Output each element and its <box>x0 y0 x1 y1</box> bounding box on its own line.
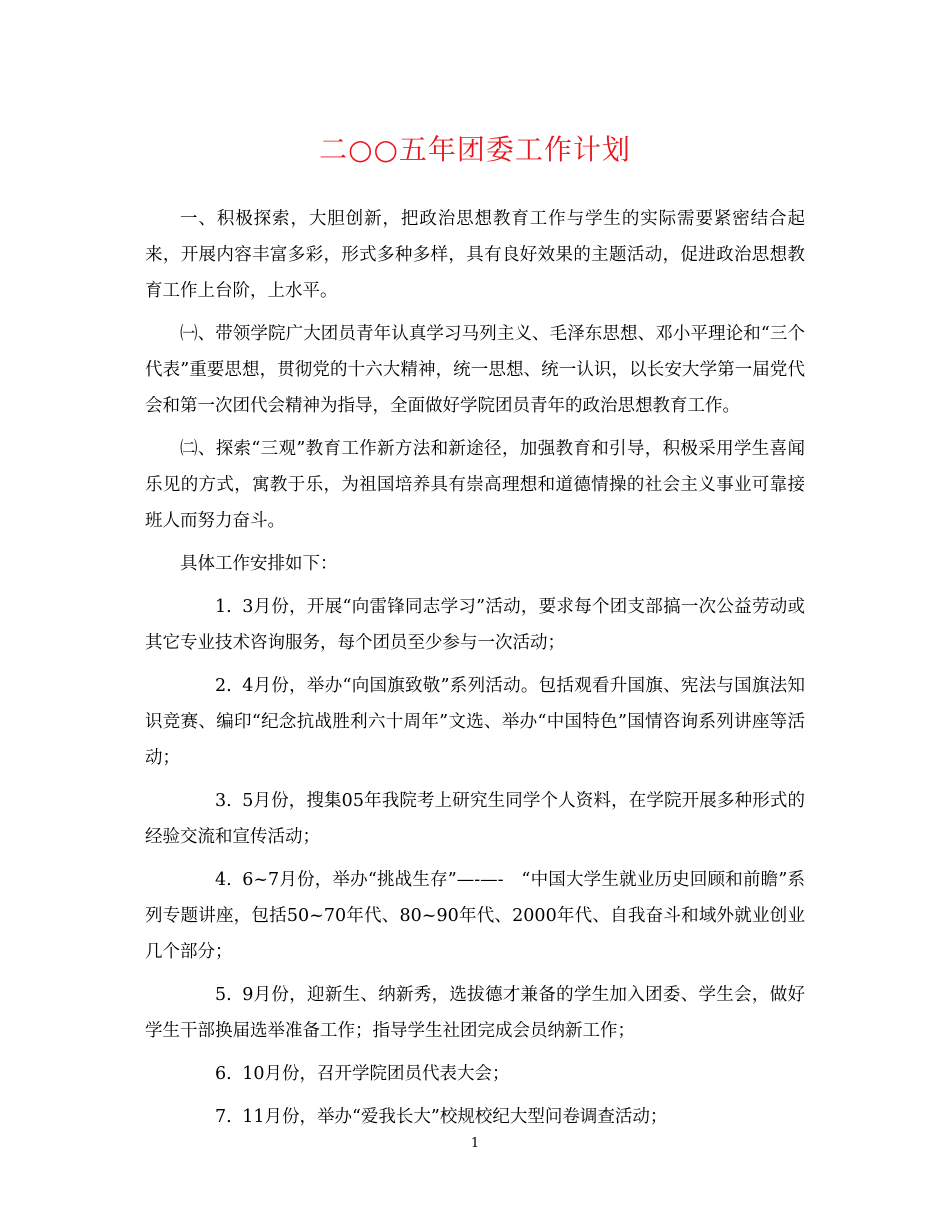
list-item-text: 4月份，举办“向国旗致敬”系列活动。包括观看升国旗、宪法与国旗法知识竞赛、编印“纪念抗战胜利六十周年”文选、举办“中国特色”国情咨询系列讲座等活动； <box>145 676 805 768</box>
item-number: 1. <box>215 597 232 617</box>
paragraph <box>145 431 805 539</box>
list-item <box>145 1056 805 1092</box>
page-number: 1 <box>470 1136 480 1151</box>
item-number: 6. <box>215 1064 232 1084</box>
item-number: 3. <box>215 791 232 811</box>
list-item-text: 5月份，搜集05年我院考上研究生同学个人资料，在学院开展多种形式的经验交流和宣传活动； <box>145 791 805 847</box>
list-item <box>145 977 805 1049</box>
paragraph-text: ㈡、探索“三观”教育工作新方法和新途径，加强教育和引导，积极采用学生喜闻乐见的方式，寓教于乐，为祖国培养具有崇高理想和道德情操的社会主义事业可靠接班人而努力奋斗。 <box>145 439 805 531</box>
paragraph-text: ㈠、带领学院广大团员青年认真学习马列主义、毛泽东思想、邓小平理论和“三个代表”重要思想，贯彻党的十六大精神，统一思想、统一认识，以长安大学第一届党代会和第一次团代会精神为指导，全面做好学院团员青年的政治思想教育工作。 <box>145 324 805 416</box>
paragraph-text: 一、积极探索，大胆创新，把政治思想教育工作与学生的实际需要紧密结合起来，开展内容丰富多彩，形式多种多样，具有良好效果的主题活动，促进政治思想教育工作上台阶，上水平。 <box>145 209 805 301</box>
list-item-text: 10月份，召开学院团员代表大会； <box>242 1064 510 1084</box>
list-item <box>145 783 805 855</box>
document-title: 二○○五年团委工作计划 <box>319 133 631 166</box>
list-item <box>145 668 805 776</box>
item-number: 7. <box>215 1107 232 1127</box>
item-number: 4. <box>215 870 232 890</box>
list-item-text: 9月份，迎新生、纳新秀，选拔德才兼备的学生加入团委、学生会，做好学生干部换届选举准备工作；指导学生社团完成会员纳新工作； <box>145 985 805 1041</box>
item-number: 2. <box>215 676 232 696</box>
paragraph <box>145 316 805 424</box>
list-item-text: 11月份，举办“爱我长大”校规校纪大型问卷调查活动； <box>242 1107 668 1127</box>
list-item <box>145 589 805 661</box>
list-item-text: 6~7月份，举办“挑战生存”—-—- “中国大学生就业历史回顾和前瞻”系列专题讲座，包括50~70年代、80~90年代、2000年代、自我奋斗和域外就业创业几个部分； <box>145 870 805 962</box>
paragraph-text: 具体工作安排如下： <box>180 554 338 574</box>
list-item-text: 3月份，开展“向雷锋同志学习”活动，要求每个团支部搞一次公益劳动或其它专业技术咨询服务，每个团员至少参与一次活动； <box>145 597 805 653</box>
document-body <box>145 201 805 1142</box>
item-number: 5. <box>215 985 232 1005</box>
list-item <box>145 1099 805 1135</box>
paragraph <box>145 201 805 309</box>
paragraph <box>145 546 805 582</box>
list-item <box>145 862 805 970</box>
